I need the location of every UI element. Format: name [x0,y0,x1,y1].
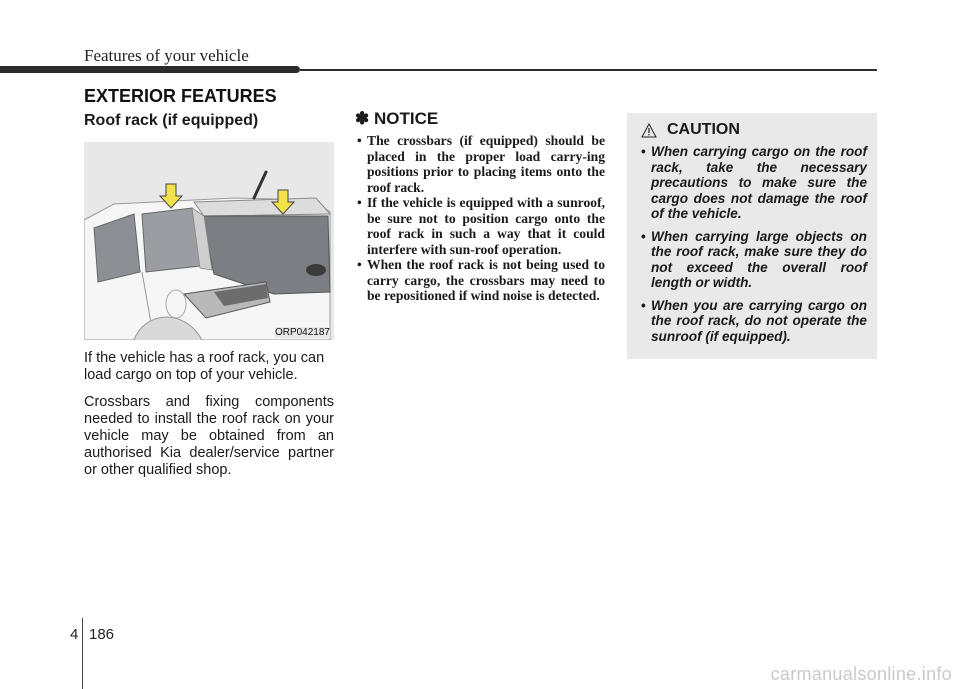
chapter-number: 4 [70,626,79,643]
notice-item: • If the vehicle is equipped with a sunroof, be sure not to position cargo onto the roof rack in such a way that it could interfere with sun-roof operation. [357,195,605,257]
notice-item: • The crossbars (if equipped) should be placed in the proper load carry-ing positions prior to placing items onto the roof rack. [357,133,605,195]
figure-code: ORP042187 [274,327,330,338]
caution-title: CAUTION [667,121,740,138]
section-title: EXTERIOR FEATURES [84,86,277,106]
warning-triangle-icon [641,123,657,138]
roof-rack-paragraph: If the vehicle has a roof rack, you can load cargo on top of your vehicle. [84,350,325,383]
notice-symbol-icon: ✽ [355,109,370,128]
caution-item: • When carrying cargo on the roof rack, take the necessary precautions to make sure the cargo does not damage the roof of the vehicle. [641,144,867,221]
roof-rack-figure [84,142,334,340]
header-rule [300,69,877,71]
running-header: Features of your vehicle [84,46,249,65]
notice-list [355,133,605,304]
caution-header [641,121,867,139]
header-bar [0,66,300,73]
notice-item: • When the roof rack is not being used to carry cargo, the crossbars may need to be repositioned if wind noise is detected. [357,257,605,303]
caution-list [641,144,867,344]
notice-column [355,109,605,304]
notice-title [355,109,605,129]
roof-rack-subtitle: Roof rack (if equipped) [84,112,259,129]
page-divider [82,618,83,689]
roof-rack-column [84,112,334,479]
caution-item: • When you are carrying cargo on the roof rack, do not operate the sunroof (if equipped). [641,297,867,344]
watermark: carmanualsonline.info [770,664,952,684]
caution-item: • When carrying large objects on the roof rack, make sure they do not exceed the overall roof length or width. [641,228,867,290]
car-rear-illustration [84,142,334,340]
caution-box [627,113,877,359]
notice-title-label: NOTICE [373,109,439,128]
roof-rack-paragraph: Crossbars and fixing components needed to install the roof rack on your vehicle may be obtained from an authorised Kia dealer/service partner or other qualified shop. [84,394,334,478]
page-number: 186 [89,626,115,643]
